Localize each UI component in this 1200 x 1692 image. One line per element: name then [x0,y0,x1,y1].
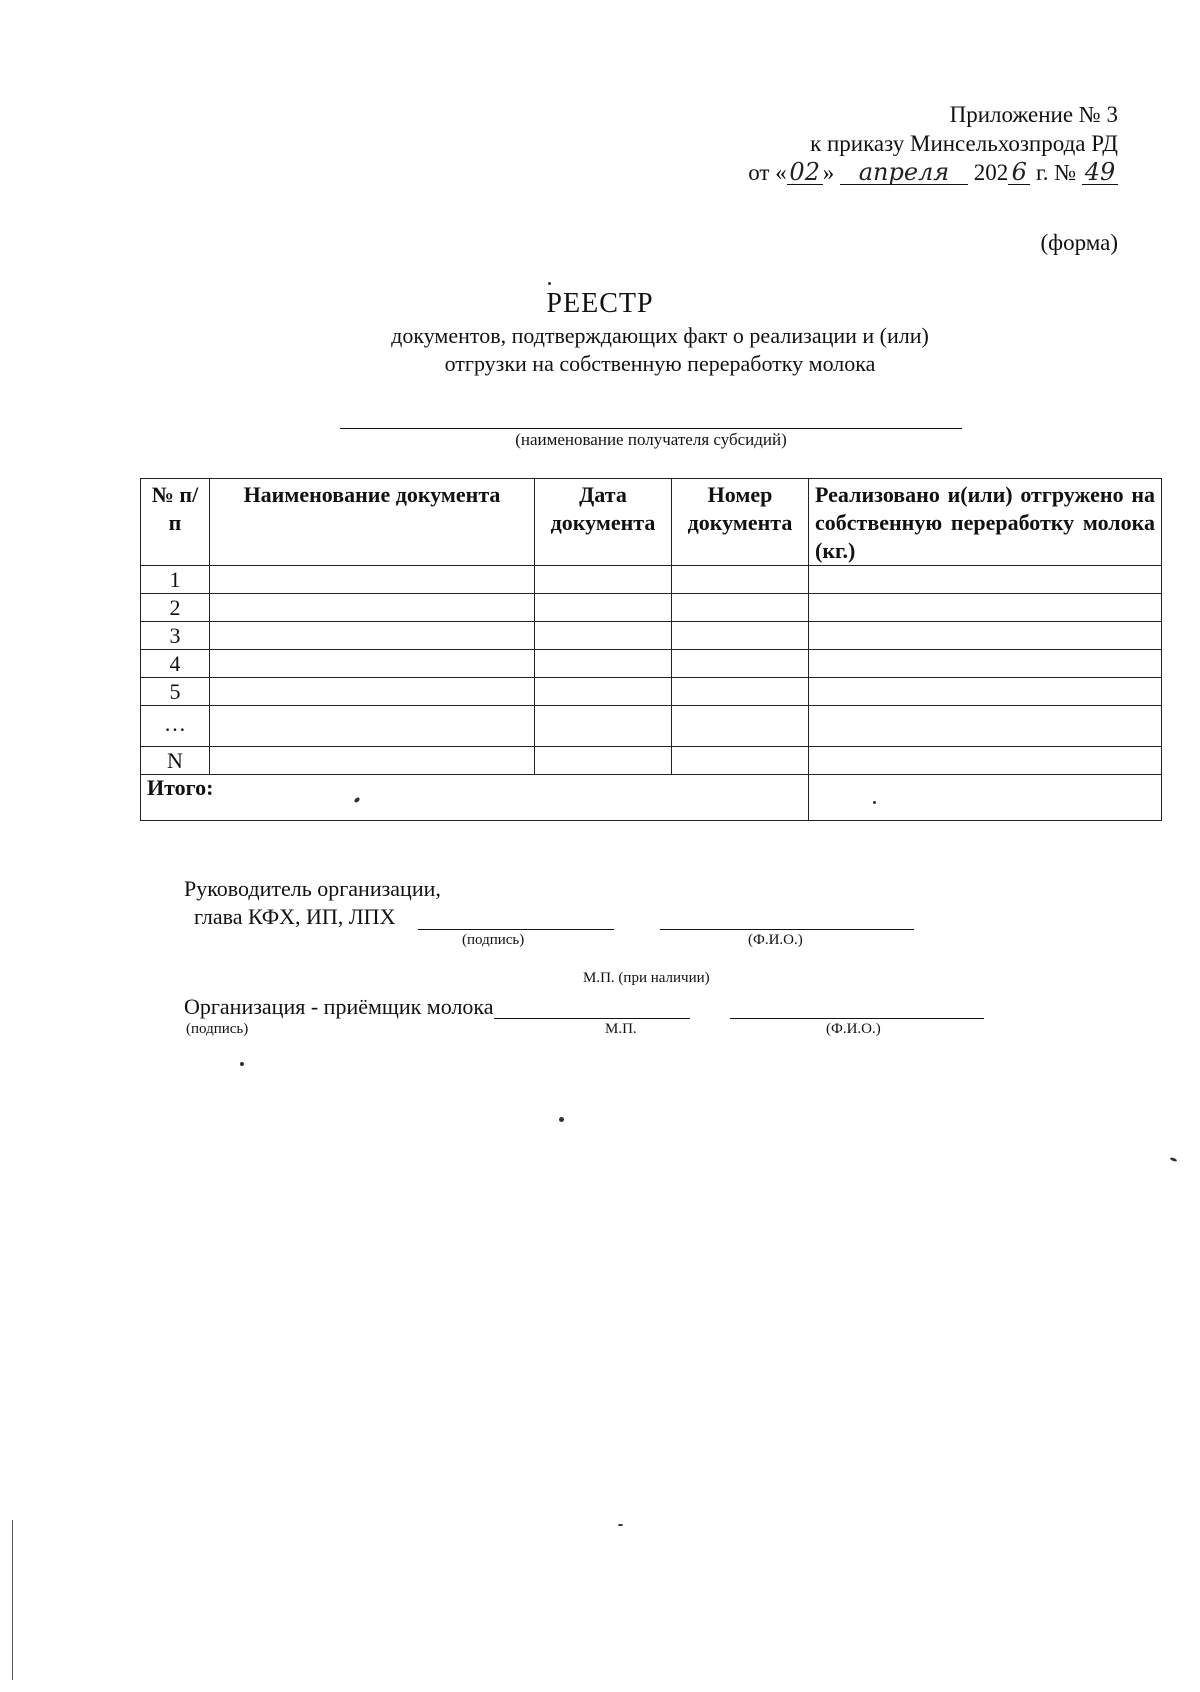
date-day-handwritten: 02 [787,160,823,185]
date-num-label: г. № [1030,160,1082,185]
head-signature-caption: (подпись) [462,932,525,948]
page-title: РЕЕСТР [546,288,654,319]
row-number: 2 [141,594,210,622]
cell-doc-name [210,678,535,706]
date-year-prefix: 202 [973,160,1009,185]
cell-quantity [809,650,1162,678]
cell-doc-number [672,747,809,775]
table-total-row [141,775,1162,821]
cell-quantity [809,566,1162,594]
receiver-fio-caption: (Ф.И.О.) [826,1021,881,1037]
header-doc-name: Наименование документа [210,479,535,566]
subtitle-line-2: отгрузки на собственную переработку молока [444,351,876,376]
cell-doc-date [535,747,672,775]
receiver-label: Организация - приёмщик молока [184,994,494,1019]
cell-doc-date [535,678,672,706]
table-row [141,622,1162,650]
header-doc-number: Номер документа [672,479,809,566]
row-number: 5 [141,678,210,706]
page-subtitle [0,322,1200,378]
table-header-row [141,479,1162,566]
stamp-caption: М.П. (при наличии) [583,970,710,986]
recipient-caption: (наименование получателя субсидий) [515,430,787,449]
date-prefix: от « [748,160,787,185]
scan-speck [873,801,876,804]
cell-quantity [809,622,1162,650]
registry-table [140,478,1162,821]
head-fio-line [660,929,914,930]
cell-doc-date [535,594,672,622]
row-number: … [141,706,210,747]
receiver-signature-line [494,1018,690,1019]
cell-doc-date [535,706,672,747]
receiver-fio-line [730,1018,984,1019]
scan-speck [548,282,551,285]
receiver-stamp-caption: М.П. [605,1021,637,1037]
table-row [141,594,1162,622]
cell-doc-name [210,650,535,678]
total-quantity [809,775,1162,821]
cell-doc-number [672,706,809,747]
order-date-line [748,158,1118,187]
cell-doc-number [672,622,809,650]
cell-doc-name [210,594,535,622]
head-signature-line [418,929,614,930]
head-title-line-1: Руководитель организации, [184,876,441,901]
cell-quantity [809,747,1162,775]
subtitle-line-1: документов, подтверждающих факт о реализации и (или) [391,323,929,348]
cell-doc-date [535,650,672,678]
header-num: № п/п [141,479,210,566]
cell-doc-number [672,566,809,594]
scan-speck [559,1117,564,1122]
cell-doc-date [535,566,672,594]
date-mid: » [822,160,835,185]
table-row [141,650,1162,678]
cell-doc-name [210,622,535,650]
table-row [141,747,1162,775]
cell-doc-number [672,594,809,622]
cell-quantity [809,594,1162,622]
row-number: N [141,747,210,775]
form-label: (форма) [1040,230,1118,255]
cell-doc-number [672,650,809,678]
row-number: 3 [141,622,210,650]
cell-doc-name [210,706,535,747]
date-month-handwritten: апреля [840,160,968,185]
cell-doc-name [210,566,535,594]
total-label: Итого: [141,775,809,821]
recipient-name-line [340,428,962,429]
table-row [141,566,1162,594]
cell-quantity [809,678,1162,706]
order-reference: к приказу Минсельхозпрода РД [810,131,1118,156]
scan-speck [240,1062,244,1066]
row-number: 4 [141,650,210,678]
date-year-digit-handwritten: 6 [1008,160,1030,185]
cell-quantity [809,706,1162,747]
appendix-number: Приложение № 3 [949,102,1118,127]
head-fio-caption: (Ф.И.О.) [748,932,803,948]
head-title-line-2: глава КФХ, ИП, ЛПХ [194,904,396,929]
order-number-handwritten: 49 [1082,160,1118,185]
scan-speck [1170,1157,1178,1162]
scan-speck [618,1524,623,1526]
receiver-signature-caption: (подпись) [186,1021,249,1037]
row-number: 1 [141,566,210,594]
header-quantity: Реализовано и(или) отгружено на собственную переработку молока (кг.) [809,479,1162,566]
table-row [141,678,1162,706]
cell-doc-date [535,622,672,650]
cell-doc-number [672,678,809,706]
table-row [141,706,1162,747]
scan-edge-line [12,1520,13,1680]
cell-doc-name [210,747,535,775]
appendix-header [748,100,1118,187]
header-doc-date: Дата документа [535,479,672,566]
